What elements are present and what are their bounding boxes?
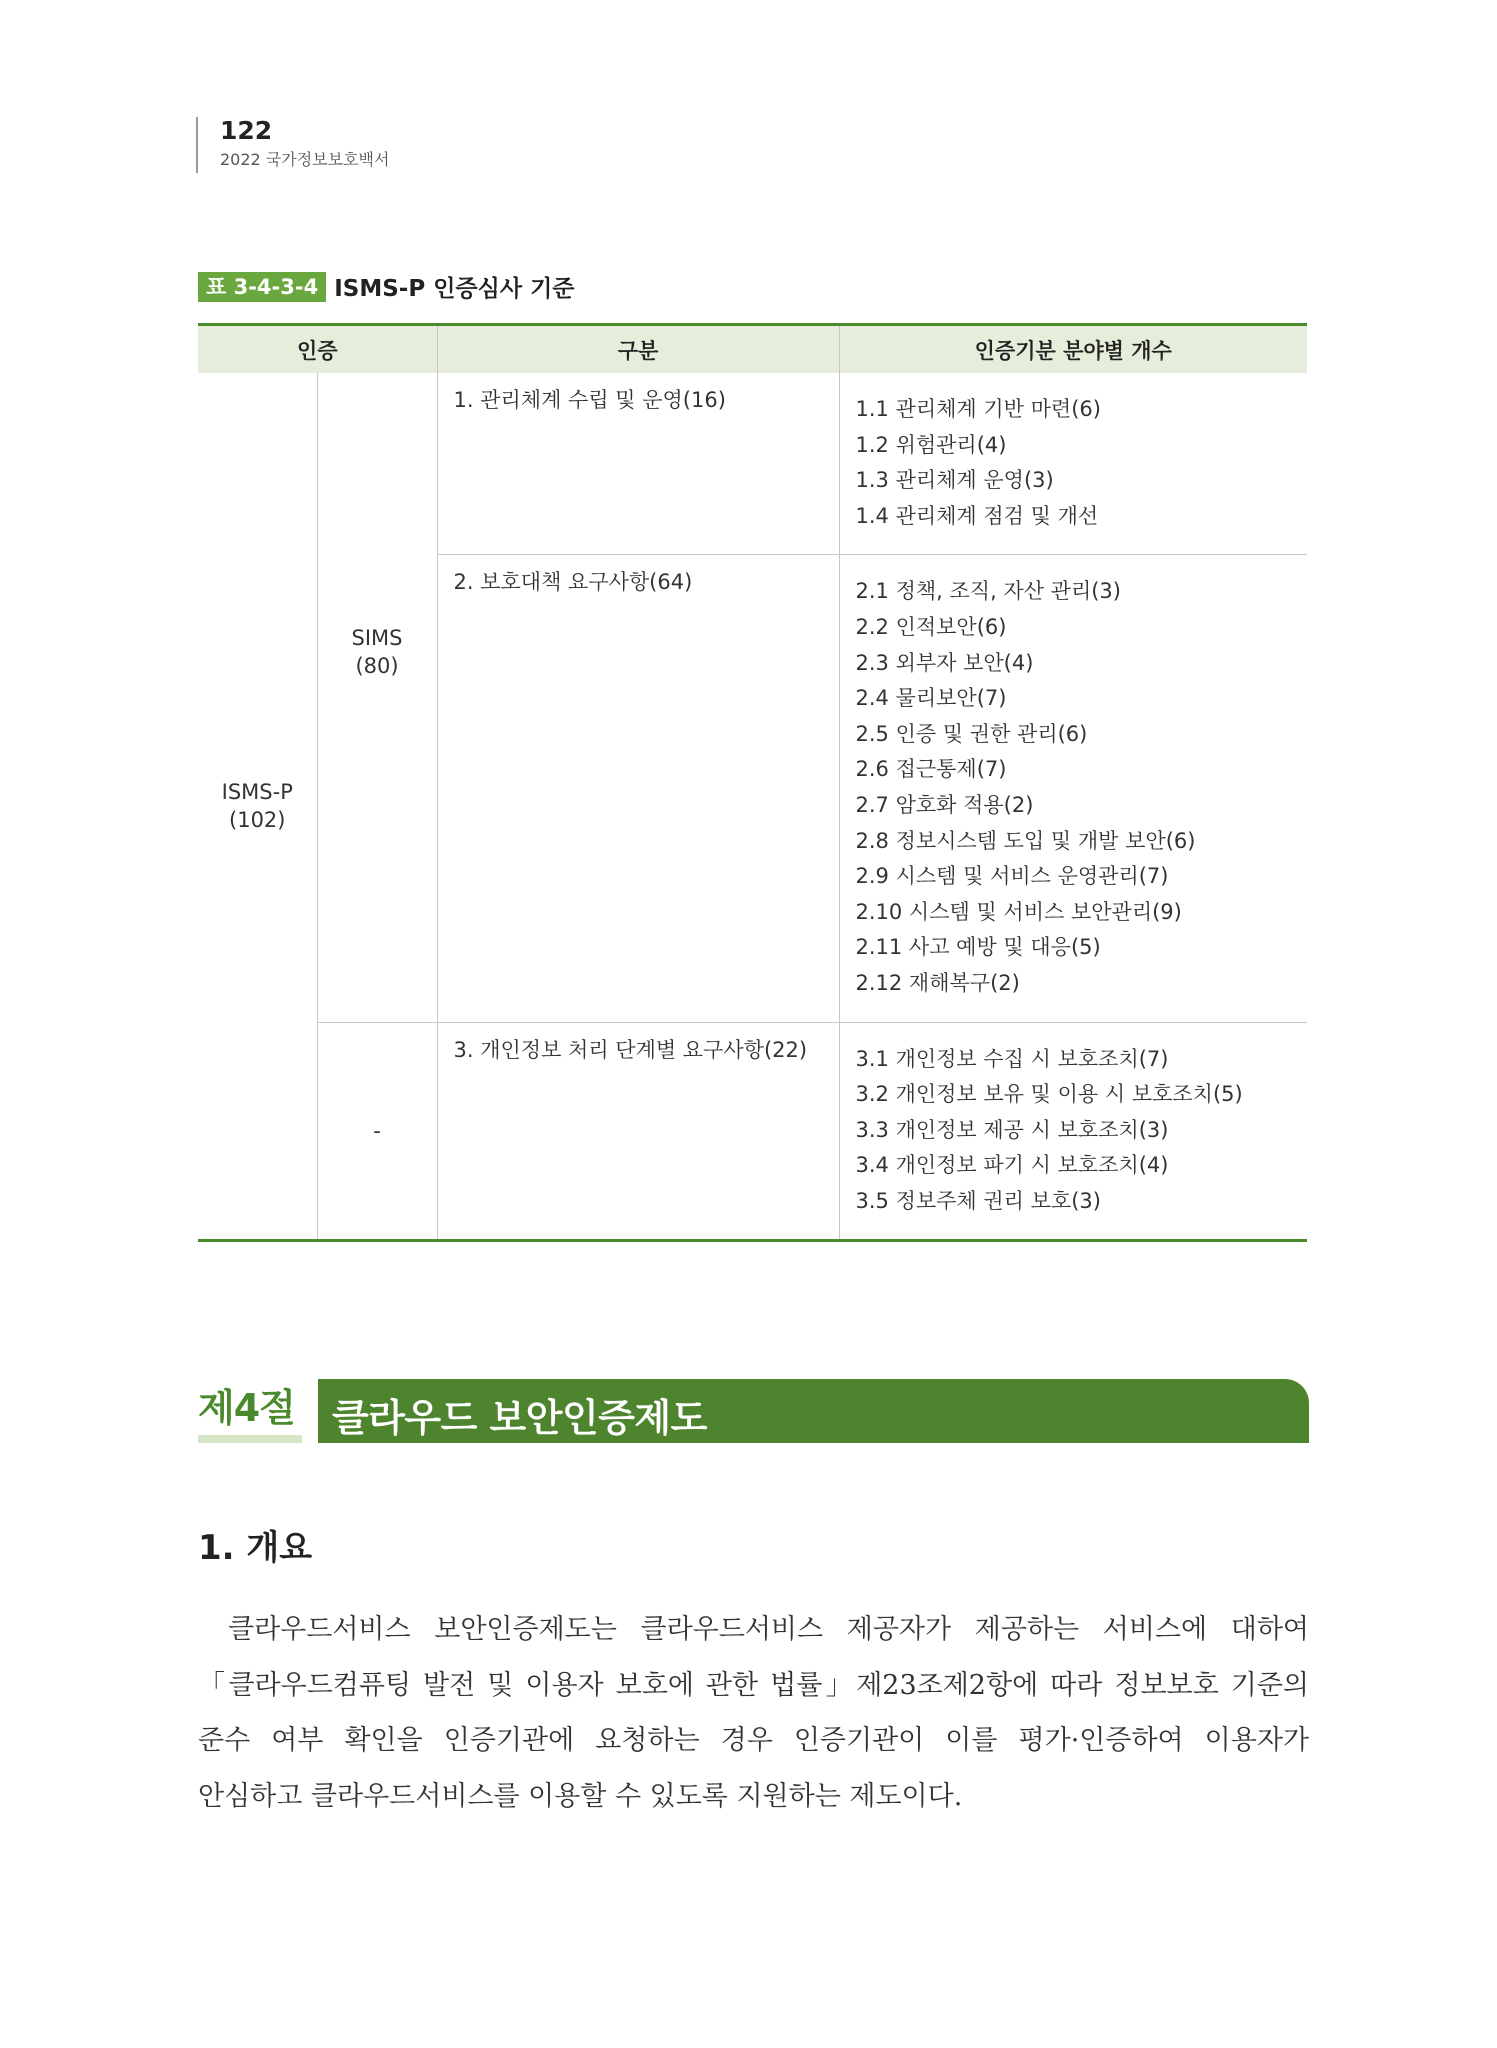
list-item: 2.12 재해복구(2): [855, 970, 1020, 995]
area-cell: 2. 보호대책 요구사항(64): [437, 555, 839, 1022]
paragraph-line: 안심하고 클라우드서비스를 이용할 수 있도록 지원하는 제도이다.: [198, 1780, 963, 1812]
cert-none-cell: -: [317, 1022, 437, 1241]
list-item: 2.10 시스템 및 서비스 보안관리(9): [855, 899, 1182, 924]
section-title-bar: [318, 1379, 1309, 1443]
list-item: 2.7 암호화 적용(2): [855, 792, 1034, 817]
cert-name: ISMS-P: [221, 780, 293, 805]
table-row: [198, 373, 1307, 555]
items-cell: [839, 1022, 1307, 1241]
list-item: 2.9 시스템 및 서비스 운영관리(7): [855, 864, 1169, 889]
list-item: 1.3 관리체계 운영(3): [855, 468, 1054, 493]
list-item: 3.1 개인정보 수집 시 보호조치(7): [855, 1046, 1169, 1071]
list-item: 1.4 관리체계 점검 및 개선: [855, 503, 1099, 528]
list-item: 2.11 사고 예방 및 대응(5): [855, 935, 1101, 960]
list-item: 3.2 개인정보 보유 및 이용 시 보호조치(5): [855, 1082, 1243, 1107]
list-item: 2.1 정책, 조직, 자산 관리(3): [855, 579, 1121, 604]
items-cell: [839, 555, 1307, 1022]
list-item: 1.1 관리체계 기반 마련(6): [855, 397, 1101, 421]
page-header: [196, 117, 389, 173]
section-number-underline: [198, 1435, 302, 1443]
table-header-row: [198, 325, 1307, 374]
table-row: [198, 1022, 1307, 1241]
list-item: 2.6 접근통제(7): [855, 757, 1007, 782]
list-item: 2.2 인적보안(6): [855, 614, 1007, 639]
header-certification: 인증: [198, 325, 437, 374]
sub-cert-count: (80): [355, 654, 399, 679]
table-number-tag: 표 3-4-3-4: [198, 272, 326, 302]
page-number: 122: [220, 116, 273, 145]
area-cell: 1. 관리체계 수립 및 운영(16): [437, 373, 839, 555]
certification-criteria-table: [198, 323, 1307, 1242]
cert-sims-cell: [317, 373, 437, 1022]
section-title: 클라우드 보안인증제도: [332, 1396, 707, 1440]
paragraph-line: 클라우드서비스 보안인증제도는 클라우드서비스 제공자가 제공하는 서비스에 대하여: [228, 1614, 1309, 1645]
list-item: 2.3 외부자 보안(4): [855, 650, 1034, 675]
paragraph-line: 준수 여부 확인을 인증기관에 요청하는 경우 인증기관이 이를 평가·인증하여 이용자가: [198, 1725, 1309, 1756]
list-item: 2.4 물리보안(7): [855, 686, 1007, 711]
body-paragraph: [198, 1602, 1309, 1824]
header-item-count: 인증기분 분야별 개수: [839, 325, 1307, 374]
section-heading: [198, 1375, 1309, 1445]
paragraph-line: 「클라우드컴퓨팅 발전 및 이용자 보호에 관한 법률」제23조제2항에 따라 정보보호 기준의: [198, 1669, 1309, 1701]
cert-count: (102): [229, 808, 286, 833]
header-category: 구분: [437, 325, 839, 374]
table-title: ISMS-P 인증심사 기준: [334, 276, 575, 302]
subsection-title: 1. 개요: [198, 1528, 313, 1568]
section-number: 제4절: [198, 1386, 295, 1430]
list-item: 3.4 개인정보 파기 시 보호조치(4): [855, 1153, 1169, 1178]
list-item: 1.2 위험관리(4): [855, 432, 1007, 457]
cert-isms-p-cell: [198, 373, 317, 1241]
sub-cert-name: SIMS: [351, 626, 403, 651]
table-caption: [198, 270, 575, 303]
book-title: 2022 국가정보보호백서: [220, 150, 390, 169]
list-item: 3.3 개인정보 제공 시 보호조치(3): [855, 1117, 1169, 1142]
list-item: 2.8 정보시스템 도입 및 개발 보안(6): [855, 828, 1196, 853]
list-item: 2.5 인증 및 권한 관리(6): [855, 721, 1088, 746]
items-cell: [839, 373, 1307, 555]
list-item: 3.5 정보주체 권리 보호(3): [855, 1188, 1101, 1213]
area-cell: 3. 개인정보 처리 단계별 요구사항(22): [437, 1022, 839, 1241]
